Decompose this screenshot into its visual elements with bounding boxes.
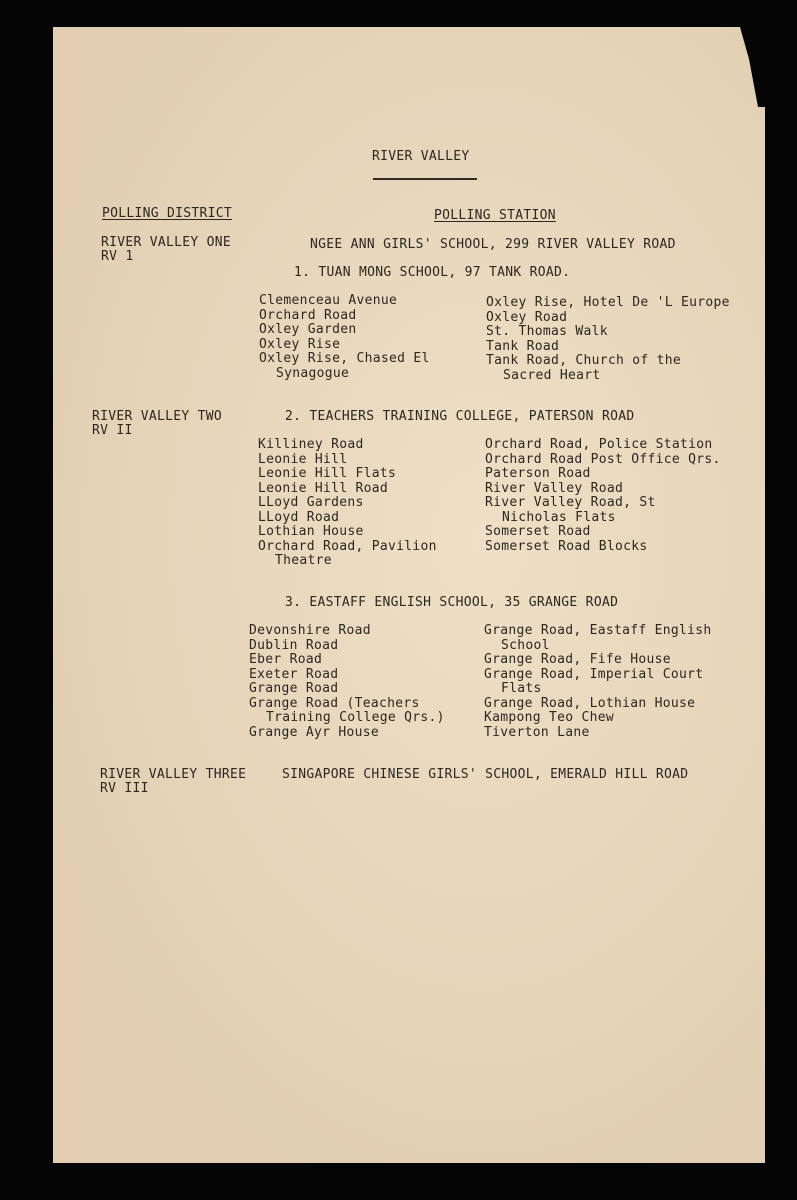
street-item: Lothian House xyxy=(258,524,364,539)
street-item: Orchard Road xyxy=(259,307,357,323)
street-item: Grange Road (Teachers xyxy=(249,695,420,711)
street-item: Grange Road xyxy=(249,681,339,696)
street-list-right xyxy=(486,296,730,383)
street-item: Paterson Road xyxy=(485,466,591,481)
street-item: Leonie Hill Flats xyxy=(258,466,397,481)
street-item: Grange Road, Lothian House xyxy=(484,695,696,711)
street-list-right xyxy=(485,438,721,554)
district-name: RIVER VALLEY ONE xyxy=(101,235,232,250)
street-item: River Valley Road xyxy=(485,480,624,496)
district-name: RIVER VALLEY TWO xyxy=(92,409,223,424)
title-underline xyxy=(373,178,477,180)
district-code: RV 1 xyxy=(101,249,134,264)
street-item: Synagogue xyxy=(276,365,350,381)
street-item: Somerset Road Blocks xyxy=(485,538,648,554)
street-item: St. Thomas Walk xyxy=(486,324,608,339)
street-item: Oxley Rise, Hotel De 'L Europe xyxy=(486,295,730,310)
street-item: Grange Road, Eastaff English xyxy=(484,623,712,638)
street-item: Tiverton Lane xyxy=(484,724,590,740)
district-code: RV III xyxy=(100,781,149,796)
page-title: RIVER VALLEY xyxy=(372,149,470,164)
street-item: Grange Ayr House xyxy=(249,724,380,740)
street-list-left xyxy=(259,294,430,381)
district-code: RV II xyxy=(92,423,133,438)
street-item: Oxley Rise, Chased El xyxy=(259,351,430,366)
street-item: Somerset Road xyxy=(485,524,591,539)
street-item: Oxley Road xyxy=(486,309,568,325)
street-item: Orchard Road, Police Station xyxy=(485,437,713,452)
street-item: LLoyd Road xyxy=(258,509,340,525)
street-item: Orchard Road Post Office Qrs. xyxy=(485,451,721,467)
street-item: Killiney Road xyxy=(258,437,364,452)
polling-substation: 2. TEACHERS TRAINING COLLEGE, PATERSON ROAD xyxy=(285,409,635,424)
header-polling-district: POLLING DISTRICT xyxy=(102,206,233,221)
street-list-right xyxy=(484,624,712,740)
street-item: Devonshire Road xyxy=(249,623,371,638)
polling-substation: 3. EASTAFF ENGLISH SCHOOL, 35 GRANGE ROAD xyxy=(285,595,619,610)
street-item: School xyxy=(501,637,550,653)
street-item: Theatre xyxy=(275,553,332,568)
street-item: Dublin Road xyxy=(249,637,339,653)
street-item: Oxley Garden xyxy=(259,322,357,337)
street-item: Tank Road xyxy=(486,338,560,354)
street-item: River Valley Road, St xyxy=(485,495,656,510)
street-item: Sacred Heart xyxy=(503,367,601,383)
street-item: Clemenceau Avenue xyxy=(259,293,398,308)
street-item: Grange Road, Fife House xyxy=(484,652,671,667)
street-item: Kampong Teo Chew xyxy=(484,710,615,725)
street-item: Tank Road, Church of the xyxy=(486,353,682,368)
polling-station-main: NGEE ANN GIRLS' SCHOOL, 299 RIVER VALLEY ROAD xyxy=(310,237,676,252)
street-list-left xyxy=(258,438,437,569)
street-item: Leonie Hill xyxy=(258,451,348,467)
street-item: Eber Road xyxy=(249,652,323,667)
street-item: Grange Road, Imperial Court xyxy=(484,666,704,682)
street-item: Oxley Rise xyxy=(259,336,341,352)
street-item: Training College Qrs.) xyxy=(266,710,445,725)
polling-substation: 1. TUAN MONG SCHOOL, 97 TANK ROAD. xyxy=(294,265,571,280)
street-item: Nicholas Flats xyxy=(502,509,616,525)
polling-station-main: SINGAPORE CHINESE GIRLS' SCHOOL, EMERALD HILL ROAD xyxy=(282,767,689,782)
street-item: Exeter Road xyxy=(249,666,339,682)
street-item: LLoyd Gardens xyxy=(258,495,364,510)
header-polling-station: POLLING STATION xyxy=(434,208,556,223)
district-name: RIVER VALLEY THREE xyxy=(100,767,247,782)
street-item: Orchard Road, Pavilion xyxy=(258,538,437,554)
street-item: Leonie Hill Road xyxy=(258,480,389,496)
street-item: Flats xyxy=(501,681,542,696)
street-list-left xyxy=(249,624,445,740)
